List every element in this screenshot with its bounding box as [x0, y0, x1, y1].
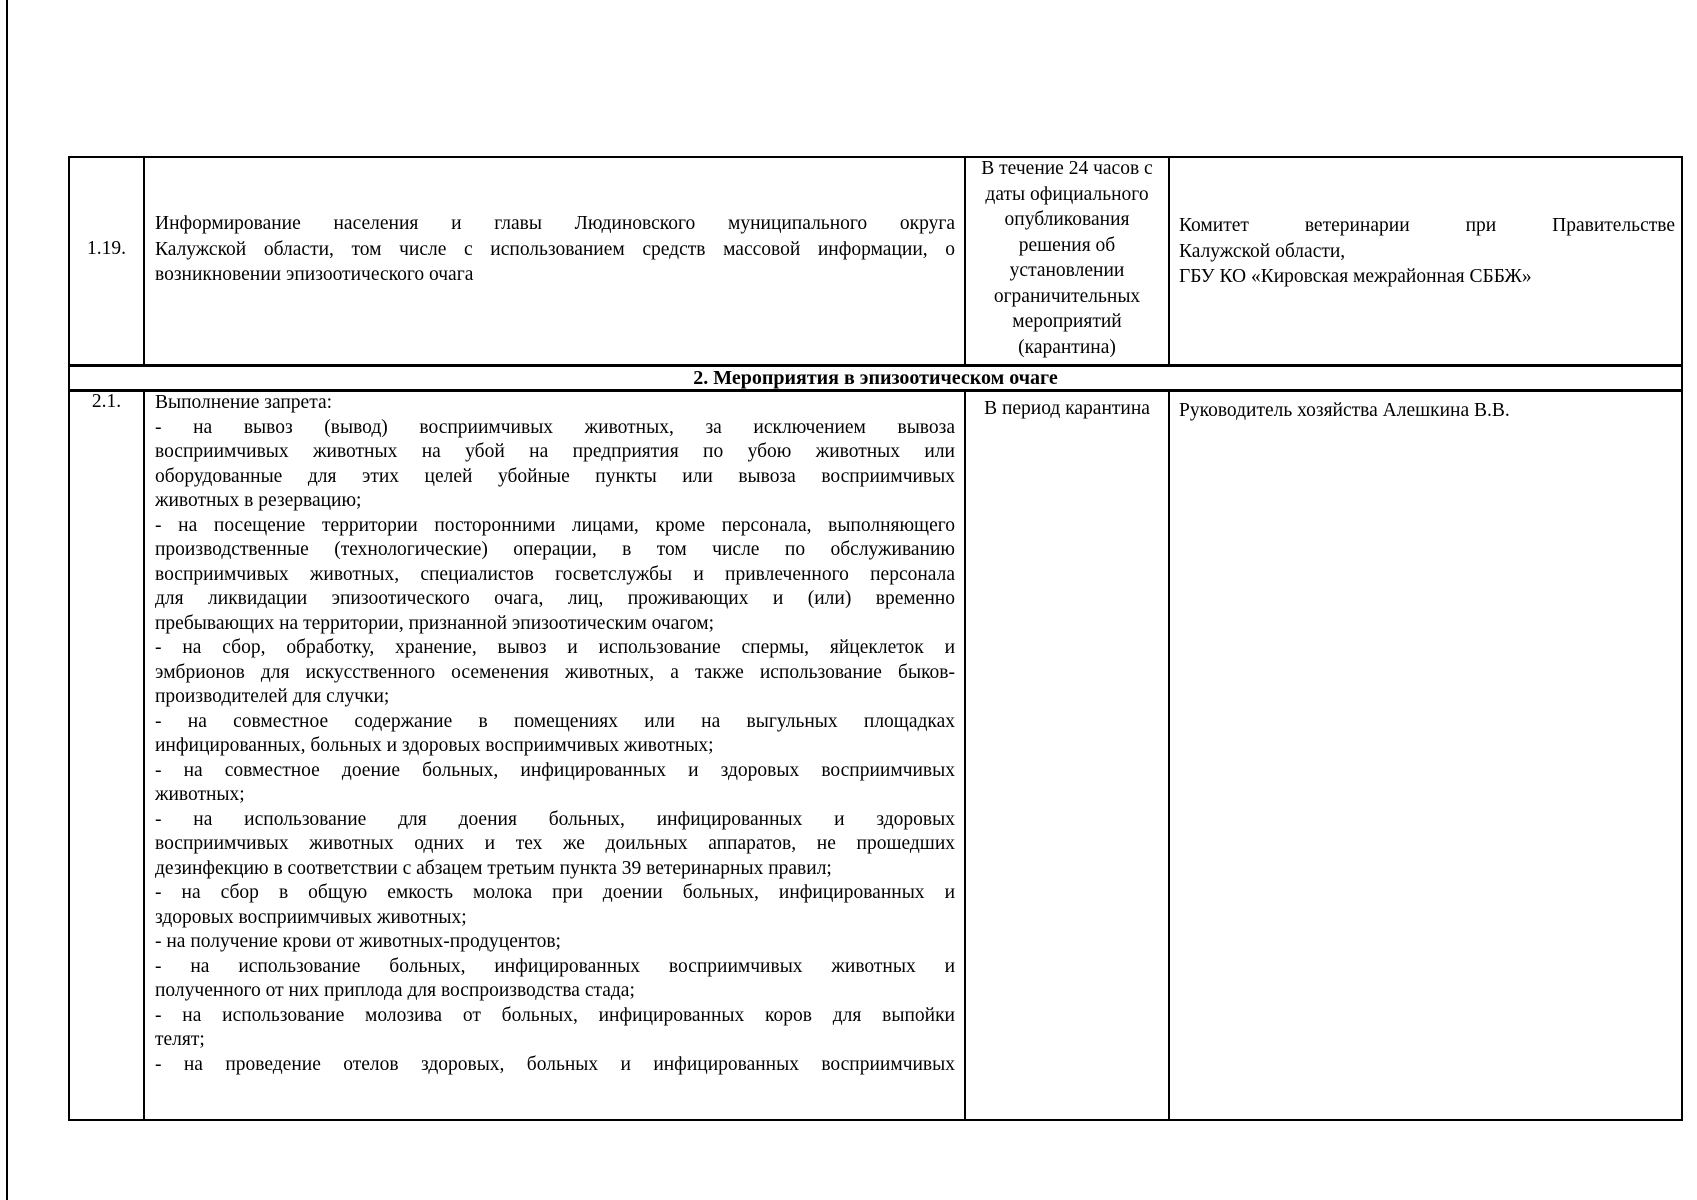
column-divider-description [964, 391, 966, 1121]
description-line: - на проведение отелов здоровых, больных и инфицированных восприимчивых [155, 1053, 955, 1075]
description-line: для ликвидации эпизоотического очага, лиц, проживающих и (или) временно [155, 588, 955, 609]
description-line: - на совместное доение больных, инфицированных и здоровых восприимчивых [155, 759, 955, 781]
description-line: восприимчивых животных одних и тех же доильных аппаратов, не прошедших [155, 833, 955, 854]
description-line: - на вывоз (вывод) восприимчивых животных, за исключением вывоза [155, 416, 955, 438]
description-line: - на использование для доения больных, инфицированных и здоровых [155, 808, 955, 830]
description-line: оборудованные для этих целей убойные пункты или вывоза восприимчивых [155, 465, 955, 487]
description-line: - на сбор в общую емкость молока при доении больных, инфицированных и [155, 882, 955, 903]
description-line: полученного от них приплода для воспроизводства стада; [155, 980, 635, 1001]
responsible-line: ГБУ КО «Кировская межрайонная СББЖ» [1179, 266, 1532, 287]
deadline-line: В течение 24 часов с [981, 158, 1153, 179]
table-right-border [1681, 156, 1683, 1121]
section-title: 2. Мероприятия в эпизоотическом очаге [693, 367, 1058, 389]
column-divider-deadline [1168, 391, 1170, 1121]
deadline-line: даты официального [985, 183, 1149, 205]
row-21-responsible: Руководитель хозяйства Алешкина В.В. [1179, 400, 1510, 421]
description-line: - на посещение территории посторонними лицами, кроме персонала, выполняющего [155, 514, 955, 536]
description-line: восприимчивых животных на убой на предприятия по убою животных или [155, 441, 955, 462]
deadline-line: мероприятий [1012, 311, 1122, 332]
description-line: дезинфекцию в соответствии с абзацем третьим пункта 39 ветеринарных правил; [155, 857, 832, 879]
description-line: - на совместное содержание в помещениях или на выгульных площадках [155, 710, 955, 732]
row-21-number: 2.1. [91, 391, 122, 412]
row-119-number: 1.19. [87, 238, 126, 259]
page-margin-line [6, 0, 8, 1200]
description-line: инфицированных, больных и здоровых восприимчивых животных; [155, 735, 714, 756]
row-21-description [155, 391, 955, 1119]
row-119-deadline [966, 156, 1168, 360]
row-21-deadline: В период карантина [984, 398, 1150, 419]
description-line: эмбрионов для искусственного осеменения животных, а также использование быков- [155, 661, 955, 683]
description-line: Выполнение запрета: [155, 392, 333, 413]
column-divider-number [143, 391, 145, 1121]
description-line: здоровых восприимчивых животных; [155, 906, 467, 928]
deadline-line: опубликования [1004, 209, 1130, 230]
column-divider-number [143, 156, 145, 365]
row-119-description [155, 211, 955, 288]
description-line: пребывающих на территории, признанной эпизоотическим очагом; [155, 612, 715, 634]
description-line: - на использование молозива от больных, инфицированных коров для выпойки [155, 1004, 955, 1026]
description-line: производителей для случки; [155, 686, 390, 707]
responsible-line: Комитет ветеринарии при Правительстве [1179, 215, 1675, 236]
description-line: животных в резервацию; [155, 490, 362, 511]
measures-table [68, 156, 1683, 1121]
table-left-border [68, 156, 70, 1121]
deadline-line: ограничительных [993, 285, 1141, 307]
description-line: телят; [155, 1029, 205, 1050]
responsible-line: Калужской области, [1179, 240, 1346, 262]
deadline-line: установлении [1009, 260, 1125, 281]
description-line: - на использование больных, инфицированных восприимчивых животных и [155, 955, 955, 977]
description-line: производственные (технологические) операции, в том числе по обслуживанию [155, 539, 955, 560]
column-divider-deadline [1168, 156, 1170, 365]
description-line: Калужской области, том числе с использованием средств массовой информации, о [155, 238, 955, 260]
description-line: восприимчивых животных, специалистов госветслужбы и привлеченного персонала [155, 563, 955, 585]
row-119-responsible [1179, 213, 1675, 290]
deadline-line: (карантина) [1018, 336, 1116, 358]
table-top-border [68, 156, 1683, 158]
description-line: возникновении эпизоотического очага [155, 264, 474, 285]
description-line: - на сбор, обработку, хранение, вывоз и использование спермы, яйцеклеток и [155, 637, 955, 658]
deadline-line: решения об [1018, 234, 1116, 256]
description-line: - на получение крови от животных-продуцентов; [155, 931, 561, 952]
table-bottom-border [68, 1119, 1683, 1121]
description-line: животных; [155, 784, 245, 805]
description-line: Информирование населения и главы Людиновского муниципального округа [155, 213, 955, 234]
